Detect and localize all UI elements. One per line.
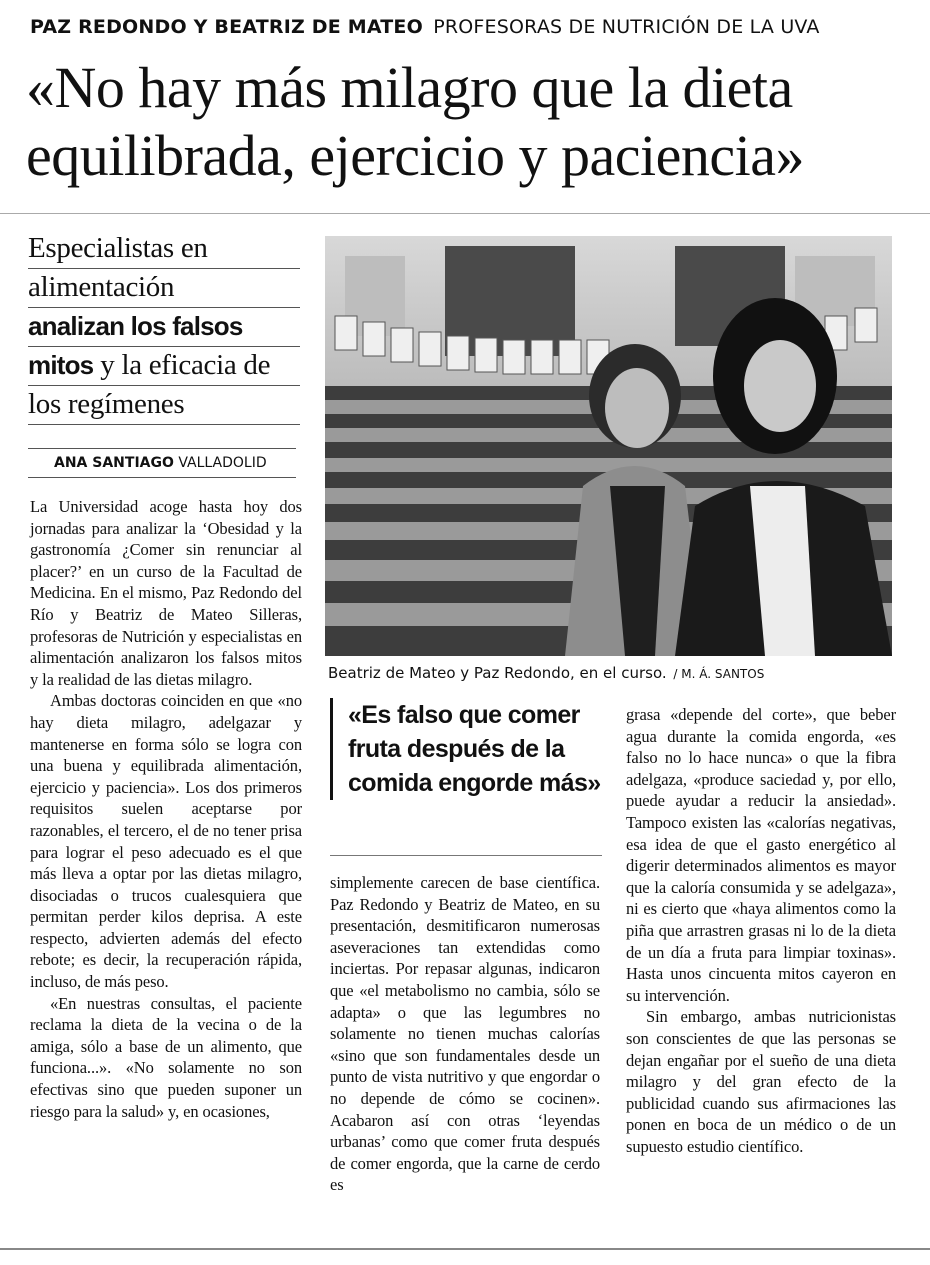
pull-quote-divider bbox=[330, 855, 602, 856]
subhead-line-3 bbox=[28, 308, 300, 347]
headline bbox=[26, 54, 906, 190]
kicker-names: PAZ REDONDO Y BEATRIZ DE MATEO bbox=[30, 16, 423, 38]
photo-credit: / M. Á. SANTOS bbox=[673, 667, 765, 681]
photo-caption bbox=[328, 664, 898, 682]
subhead-line-1: Especialistas en bbox=[28, 230, 300, 269]
subheadline bbox=[28, 230, 300, 425]
photo-illustration bbox=[325, 236, 892, 656]
pull-quote: «Es falso que comer fruta después de la comida engorde más» bbox=[330, 698, 602, 800]
subhead-bold-2: mitos bbox=[28, 350, 94, 380]
subhead-line-4 bbox=[28, 347, 300, 386]
subhead-bold-1: analizan los falsos bbox=[28, 311, 243, 341]
subhead-line-5: los regímenes bbox=[28, 386, 300, 425]
body-column-2 bbox=[330, 872, 600, 1196]
paragraph: La Universidad acoge hasta hoy dos jornadas para analizar la ‘Obesidad y la gastronomía ¿Comer sin renunciar al placer?’ en un curso de la Facultad de Medicina. En el mismo, Paz Redondo del Río y Beatriz de Mateo Silleras, profesoras de Nutrición y especialistas en alimentación analizaron los falsos mitos y la realidad de las dietas milagro. bbox=[30, 497, 302, 689]
paragraph: «En nuestras consultas, el paciente reclama la dieta de la vecina o de la amiga, sólo a base de un alimento, que funciona...». «No solamente no son efectivas sino que pueden suponer un riesgo para la salud» y, en ocasiones, bbox=[30, 993, 302, 1121]
paragraph: Ambas doctoras coinciden en que «no hay dieta milagro, adelgazar y mantenerse en forma sólo se logra con una buena y equilibrada alimentación, ejercicio y paciencia». Los dos primeros requisitos suelen aceptarse por razonables, el tercero, el de no tener prisa para lograr el peso adecuado es el que más lleva a optar por las dietas milagro, disociadas o trucos cualesquiera que permitan perder kilos deprisa. A este respecto, advierten además del efecto rebote; es decir, la recuperación rápida, incluso, de más peso. bbox=[30, 691, 302, 992]
byline-author: ANA SANTIAGO bbox=[54, 455, 174, 471]
paragraph: grasa «depende del corte», que beber agua durante la comida engorda, «es falso no lo hace nunca» o que la fibra adelgaza, «produce saciedad y, por ello, puede ayudar a reducir la ansiedad». Tampoco existen las «calorías negativas, esa idea de que el gasto energético al digerir determinados alimentos es mayor que la caloría consumida y se adelgaza», ni es cierto que «haya alimentos como la piña que arrastren grasas ni lo de la dieta de un día a fruta para limpiar toxinas». Hasta unos cincuenta mitos cayeron en su intervención. bbox=[626, 705, 896, 1005]
kicker-role: PROFESORAS DE NUTRICIÓN DE LA UVA bbox=[433, 16, 820, 38]
subhead-line-4-rest: y la eficacia de bbox=[93, 349, 271, 381]
caption-text: Beatriz de Mateo y Paz Redondo, en el curso. bbox=[328, 664, 667, 682]
headline-line-2: equilibrada, ejercicio y paciencia» bbox=[26, 123, 804, 188]
paragraph: Sin embargo, ambas nutricionistas son conscientes de que las personas se dejan engañar por el sueño de una dieta milagro y del gran efecto de la publicidad cuando sus afirmaciones las ponen en boca de un médico o de un supuesto estudio científico. bbox=[626, 1007, 896, 1156]
bottom-divider bbox=[0, 1248, 930, 1250]
byline bbox=[28, 448, 296, 478]
article-photo bbox=[325, 236, 892, 656]
paragraph: simplemente carecen de base científica. Paz Redondo y Beatriz de Mateo, en su presentación, desmitificaron numerosas aseveraciones tan extendidas como inciertas. Por repasar algunas, indicaron que «el metabolismo no cambia, sólo se adapta» o que las legumbres no solamente no tienen muchas calorías «sino que son fundamentales desde un punto de vista nutritivo y que engordar o no depende de cómo se cocinen». Acabaron así con otras ‘leyendas urbanas’ como que comer fruta después de comer engorda, que la carne de cerdo es bbox=[330, 873, 600, 1195]
kicker bbox=[30, 16, 910, 38]
top-divider bbox=[0, 213, 930, 214]
byline-place: VALLADOLID bbox=[178, 455, 267, 471]
headline-line-1: «No hay más milagro que la dieta bbox=[26, 55, 793, 120]
body-column-1 bbox=[30, 496, 302, 1122]
subhead-line-2: alimentación bbox=[28, 269, 300, 308]
body-column-3 bbox=[626, 704, 896, 1157]
